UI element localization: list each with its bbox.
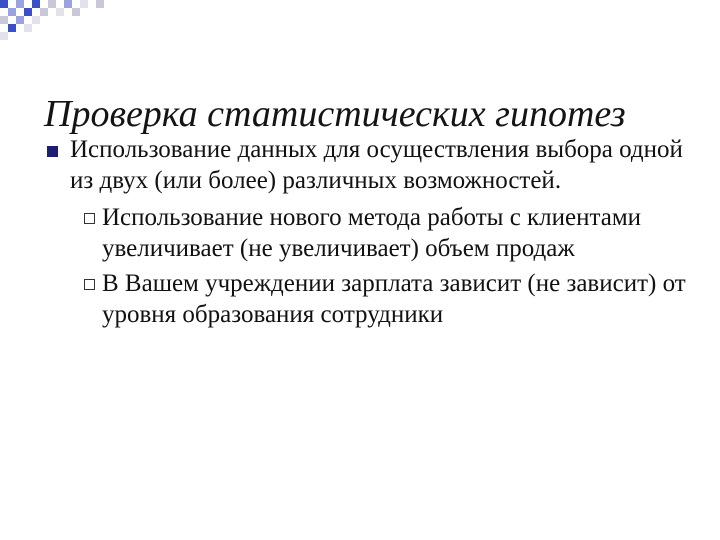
sub-bullet-text: В Вашем учреждении зарплата зависит (не зависит) от уровня образования сотрудники xyxy=(102,270,686,328)
slide-content xyxy=(44,134,694,334)
sub-bullet-list xyxy=(44,202,694,330)
box-bullet-icon xyxy=(84,213,95,224)
corner-decoration xyxy=(0,0,120,40)
sub-bullet-item xyxy=(44,268,694,330)
sub-bullet-item xyxy=(44,202,694,264)
square-bullet-icon xyxy=(47,146,58,157)
bullet-text: Использование данных для осуществления выбора одной из двух (или более) различных возможностей. xyxy=(70,136,683,194)
box-bullet-icon xyxy=(84,279,95,290)
bullet-item xyxy=(44,134,694,196)
sub-bullet-text: Использование нового метода работы с клиентами увеличивает (не увеличивает) объем продаж xyxy=(102,204,642,262)
slide-title: Проверка статистических гипотез xyxy=(44,93,626,135)
